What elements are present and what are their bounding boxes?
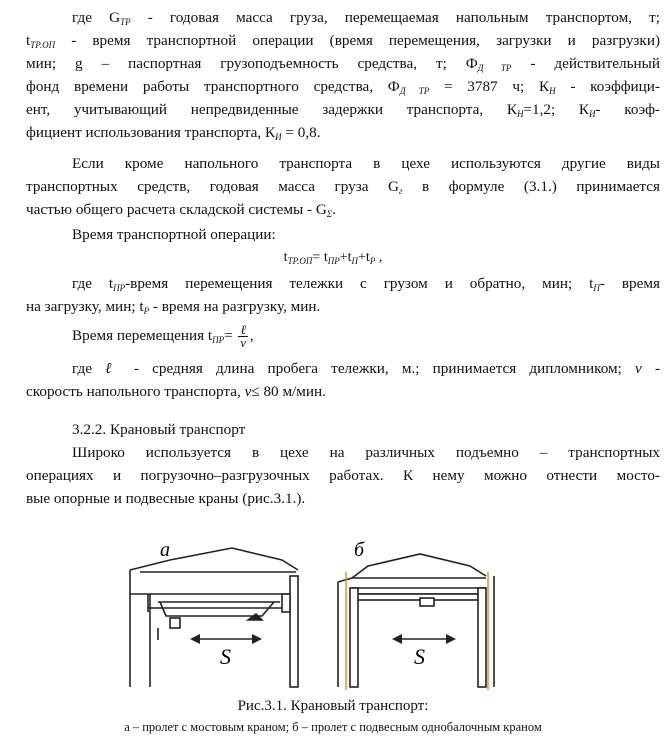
text-run: - коэф- xyxy=(595,101,660,118)
crane-figure xyxy=(120,532,640,692)
text-line xyxy=(72,154,660,174)
text-line xyxy=(26,382,660,402)
text-line xyxy=(72,443,660,463)
text-line xyxy=(72,323,660,349)
subscript: ТР xyxy=(120,17,131,27)
formula-run: +t xyxy=(339,250,352,265)
text-run: = xyxy=(224,327,233,344)
text-run: Время транспортной операции: xyxy=(72,226,276,243)
subscript: ПР xyxy=(113,283,126,293)
text-line xyxy=(26,54,660,74)
subscript: ПР xyxy=(327,256,340,266)
figure-label-b: б xyxy=(354,539,365,561)
figure-caption: Рис.3.1. Крановый транспорт: xyxy=(237,698,429,714)
text-run: где t xyxy=(72,275,114,292)
text-line xyxy=(26,77,660,97)
text-run: =1,2; К xyxy=(523,101,590,118)
text-line xyxy=(26,177,660,197)
text-line xyxy=(26,31,660,51)
text-line xyxy=(26,297,660,317)
formula-run: t xyxy=(283,250,288,265)
text-run: мин; g – паспортная грузоподъемность средства, т; Ф xyxy=(26,55,478,72)
formula-run: = t xyxy=(312,250,328,265)
subscript: ТР.ОП xyxy=(30,40,56,50)
text-line xyxy=(72,225,660,245)
text-line xyxy=(26,8,660,28)
text-run: = 0,8. xyxy=(281,124,321,141)
subscript: П xyxy=(593,283,600,293)
text-line xyxy=(72,359,660,379)
text-line xyxy=(26,123,660,143)
text-run: Время перемещения t xyxy=(72,327,213,344)
text-run: - время на разгрузку, мин. xyxy=(149,298,321,315)
subscript: ПР xyxy=(212,335,225,345)
text-run: вые опорные и подвесные краны (рис.3.1.). xyxy=(26,490,306,507)
text-run: операциях и погрузочно–разгрузочных работах. К нему можно отнести мосто- xyxy=(26,467,660,484)
text-run: t xyxy=(26,32,31,49)
figure-subcaption: а – пролет с мостовым краном; б – пролет с подвесным однобалочным краном xyxy=(124,720,542,734)
formula-run: +t xyxy=(358,250,370,265)
bridge-crane-drawing xyxy=(130,548,298,687)
text-run: = 3787 ч; К xyxy=(429,78,550,95)
text-run: Если кроме напольного транспорта в цехе используются другие виды xyxy=(72,155,660,172)
text-line xyxy=(26,466,660,486)
span-label-a: S xyxy=(220,644,231,669)
section-heading xyxy=(72,420,660,440)
text-run: - время xyxy=(599,275,660,292)
text-run: , xyxy=(249,327,254,344)
text-run: - действительный xyxy=(511,55,660,72)
text-line xyxy=(26,200,660,220)
text-run: - средняя длина пробега тележки, м.; принимается дипломником; xyxy=(120,360,636,377)
text-run: транспортных средств, годовая масса груза G xyxy=(26,178,399,195)
fraction-denominator: v xyxy=(240,335,247,351)
text-run: ент, учитывающий непредвиденные задержки транспорта, К xyxy=(26,101,517,118)
text-run: частью общего расчета складской системы - G xyxy=(26,201,327,218)
text-run: Широко используется в цехе на различных подъемно – транспортных xyxy=(72,444,660,461)
span-label-b: S xyxy=(414,644,425,669)
subscript: Н xyxy=(549,86,556,96)
text-run: - коэффици- xyxy=(555,78,660,95)
fraction-numerator: ℓ xyxy=(240,322,246,338)
fraction xyxy=(238,324,247,349)
text-line xyxy=(72,274,660,294)
subscript: Σ xyxy=(326,209,333,219)
text-run: ℓ xyxy=(105,360,121,377)
column-highlight-lines xyxy=(346,572,488,690)
text-run: фициент использования транспорта, К xyxy=(26,124,276,141)
text-run: - годовая масса груза, перемещаемая напольным транспортом, т; xyxy=(130,9,660,26)
text-run: -время перемещения тележки с грузом и обратно, мин; t xyxy=(125,275,594,292)
subscript: П xyxy=(351,256,359,266)
subscript: ТР.ОП xyxy=(287,256,313,266)
text-run: - xyxy=(641,360,661,377)
subscript: Д ТР xyxy=(477,63,512,73)
subscript: Д ТР xyxy=(399,86,430,96)
figure-label-a: а xyxy=(160,539,170,561)
text-run: в формуле (3.1.) принимается xyxy=(402,178,660,195)
subscript: Н xyxy=(516,109,524,119)
text-run: фонд времени работы транспортного средства, Ф xyxy=(26,78,400,95)
text-line xyxy=(26,100,660,120)
text-run: v xyxy=(635,360,642,377)
text-run: где xyxy=(72,360,106,377)
text-run: скорость напольного транспорта, xyxy=(26,383,245,400)
subscript: И xyxy=(275,132,282,142)
subscript: Р xyxy=(143,306,150,316)
subscript: Р xyxy=(369,256,376,266)
text-run: . xyxy=(332,201,336,218)
text-line xyxy=(26,489,660,509)
text-run: ≤ 80 м/мин. xyxy=(251,383,326,400)
text-run: v xyxy=(244,383,252,400)
subscript: И xyxy=(589,109,596,119)
text-run: на загрузку, мин; t xyxy=(26,298,144,315)
formula-run: , xyxy=(375,250,383,265)
text-run: где G xyxy=(72,9,121,26)
text-run: - время транспортной операции (время перемещения, загрузки и разгрузки) xyxy=(55,32,660,49)
formula-line xyxy=(0,248,666,268)
subscript: г xyxy=(398,186,403,196)
text-run: 3.2.2. Крановый транспорт xyxy=(72,421,246,438)
